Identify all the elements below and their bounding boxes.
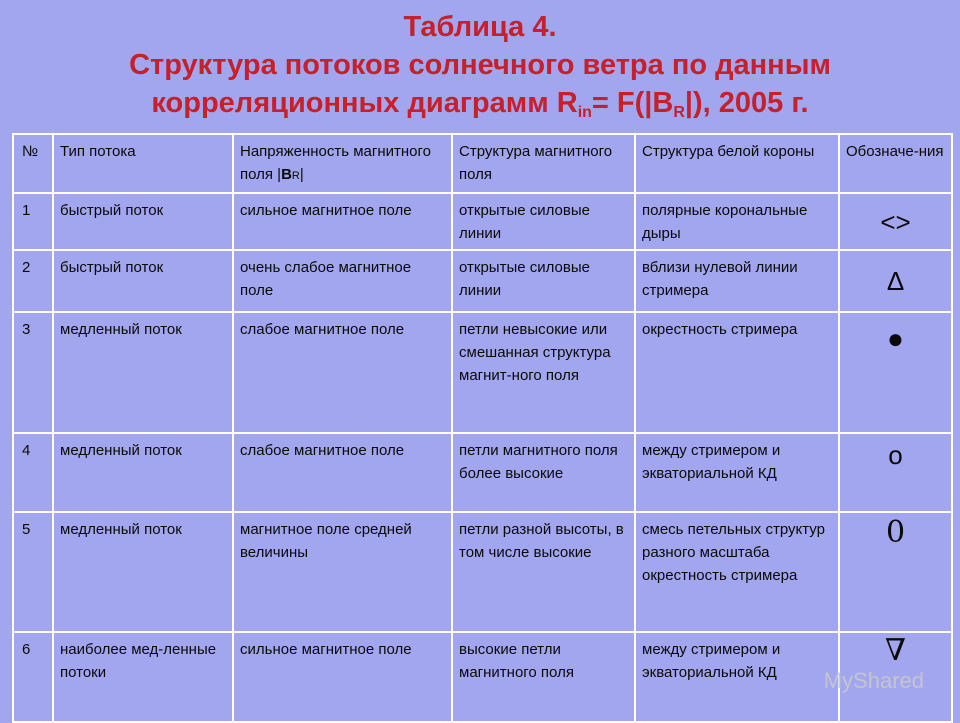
header-field-r: R [291, 170, 300, 182]
symbol-zero: 0 [885, 515, 906, 550]
row-corona: смесь петельных структур разного масштаба окрестность стримера [635, 512, 839, 632]
row-type: наиболее мед-ленные потоки [53, 632, 233, 722]
row-corona: между стримером и экваториальной КД [635, 632, 839, 722]
title-sub-r: R [673, 104, 685, 121]
row-structure: открытые силовые линии [452, 193, 635, 250]
row-symbol [839, 250, 952, 312]
symbol-nabla: ∇ [885, 633, 906, 668]
row-symbol [839, 193, 952, 250]
row-structure: открытые силовые линии [452, 250, 635, 312]
row-num: 6 [13, 632, 53, 722]
row-num: 5 [13, 512, 53, 632]
row-field: слабое магнитное поле [233, 312, 452, 433]
row-num: 1 [13, 193, 53, 250]
header-num: № [13, 134, 53, 193]
title-sub-in: in [577, 104, 592, 121]
header-field-pre: Напряженность магнитного поля | [240, 143, 432, 183]
row-type: медленный поток [53, 312, 233, 433]
table-row [13, 632, 952, 722]
row-symbol [839, 632, 952, 722]
symbol-triangle: Δ [886, 266, 905, 296]
table-row [13, 512, 952, 632]
row-field: сильное магнитное поле [233, 193, 452, 250]
title-line-3-post: |), 2005 г. [684, 87, 809, 119]
row-corona: между стримером и экваториальной КД [635, 433, 839, 512]
table-header-row [13, 134, 952, 193]
header-field-post: | [299, 166, 304, 183]
title-line-3-mid: = F(|B [591, 87, 674, 119]
row-type: быстрый поток [53, 250, 233, 312]
row-symbol [839, 512, 952, 632]
row-corona: полярные корональные дыры [635, 193, 839, 250]
row-type: медленный поток [53, 433, 233, 512]
symbol-open-circle: о [888, 440, 903, 470]
symbol-diamond: <> [880, 206, 911, 237]
header-corona: Структура белой короны [635, 134, 839, 193]
header-symbol: Обозначе-ния [839, 134, 952, 193]
row-type: медленный поток [53, 512, 233, 632]
row-corona: вблизи нулевой линии стримера [635, 250, 839, 312]
page-title [0, 8, 960, 122]
header-field [233, 134, 452, 193]
title-line-1: Таблица 4. [403, 11, 557, 43]
row-field: сильное магнитное поле [233, 632, 452, 722]
header-type: Тип потока [53, 134, 233, 193]
title-line-3 [0, 84, 960, 122]
solar-wind-table [12, 133, 953, 723]
table-row [13, 312, 952, 433]
header-structure: Структура магнитного поля [452, 134, 635, 193]
row-corona: окрестность стримера [635, 312, 839, 433]
title-line-3-pre: корреляционных диаграмм R [151, 87, 578, 119]
table-row [13, 193, 952, 250]
row-structure: петли магнитного поля более высокие [452, 433, 635, 512]
row-type: быстрый поток [53, 193, 233, 250]
watermark-logo: MyShared [823, 668, 924, 693]
row-field: слабое магнитное поле [233, 433, 452, 512]
row-symbol [839, 433, 952, 512]
row-field: магнитное поле средней величины [233, 512, 452, 632]
row-field: очень слабое магнитное поле [233, 250, 452, 312]
row-structure: петли разной высоты, в том числе высокие [452, 512, 635, 632]
symbol-filled-circle: ● [887, 323, 904, 354]
table-row [13, 250, 952, 312]
row-structure: высокие петли магнитного поля [452, 632, 635, 722]
title-line-2: Структура потоков солнечного ветра по данным [129, 49, 831, 81]
row-num: 3 [13, 312, 53, 433]
table-row [13, 433, 952, 512]
row-num: 2 [13, 250, 53, 312]
row-structure: петли невысокие или смешанная структура магнит-ного поля [452, 312, 635, 433]
header-field-b: B [281, 166, 292, 183]
row-symbol [839, 312, 952, 433]
row-num: 4 [13, 433, 53, 512]
